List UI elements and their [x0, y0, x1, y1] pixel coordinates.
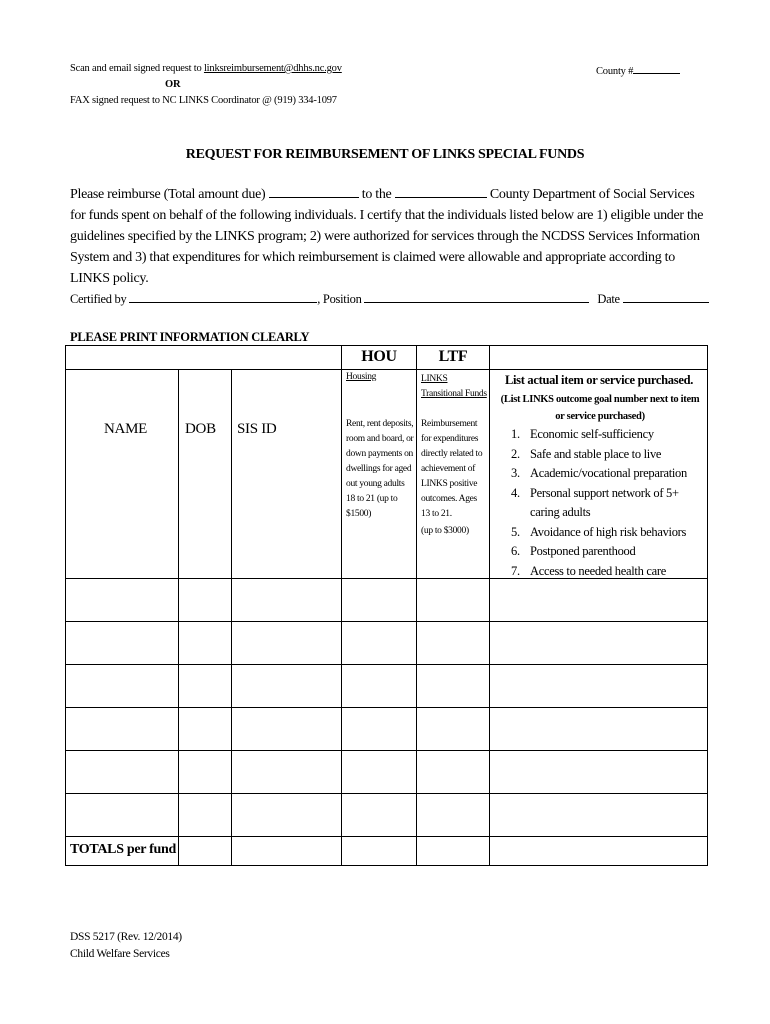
sis-id-column-header: SIS ID	[237, 421, 277, 437]
dob-column-header: DOB	[185, 421, 216, 437]
list-title: List actual item or service purchased.	[504, 373, 694, 387]
paragraph-part2: to the	[358, 187, 395, 202]
amount-blank[interactable]	[269, 185, 359, 198]
outcome-item: 7. Access to needed health care	[511, 563, 666, 578]
county-field	[596, 63, 680, 77]
reimburse-paragraph	[70, 184, 710, 289]
date-label: Date	[597, 292, 623, 306]
position-label: , Position	[317, 292, 365, 306]
housing-description: Rent, rent deposits, room and board, or down payments on dwellings for aged out young adults 18 to 21 (up to $1500)	[346, 419, 414, 519]
date-blank[interactable]	[623, 291, 709, 303]
name-column-header: NAME	[104, 421, 147, 437]
certified-by-label: Certified by	[70, 292, 130, 306]
county-blank[interactable]	[633, 63, 680, 74]
form-number: DSS 5217 (Rev. 12/2014)	[70, 931, 182, 943]
outcome-item: 3. Academic/vocational preparation	[511, 466, 687, 480]
ltf-limit: (up to $3000)	[421, 526, 469, 536]
scan-instruction-text: Scan and email signed request to	[70, 63, 204, 74]
scan-instruction	[70, 63, 342, 74]
outcome-item: 5. Avoidance of high risk behaviors	[511, 524, 687, 539]
outcome-list	[497, 425, 730, 581]
totals-label: TOTALS per fund	[70, 842, 176, 857]
housing-label: Housing	[346, 372, 377, 382]
county-name-blank[interactable]	[395, 185, 487, 198]
certify-line	[70, 291, 709, 307]
ltf-header: LTF	[438, 348, 468, 365]
outcome-item: 4. Personal support network of 5+ caring adults	[511, 485, 679, 519]
fax-instruction: FAX signed request to NC LINKS Coordinator @ (919) 334-1097	[70, 95, 337, 106]
division-name: Child Welfare Services	[70, 948, 170, 960]
hou-header: HOU	[361, 348, 397, 365]
outcome-item: 6. Postponed parenthood	[511, 544, 636, 558]
certified-by-blank[interactable]	[129, 291, 317, 303]
paragraph-part1: Please reimburse (Total amount due)	[70, 187, 269, 202]
print-clearly-label: PLEASE PRINT INFORMATION CLEARLY	[70, 330, 310, 344]
table-row[interactable]	[66, 794, 707, 836]
table-row[interactable]	[66, 665, 707, 707]
county-label: County #	[596, 66, 634, 77]
position-blank[interactable]	[364, 291, 589, 303]
page-title: REQUEST FOR REIMBURSEMENT OF LINKS SPECIAL FUNDS	[185, 147, 585, 162]
outcome-item: 2. Safe and stable place to live	[511, 446, 662, 461]
table-row[interactable]	[66, 708, 707, 750]
table-row[interactable]	[66, 579, 707, 621]
paragraph-part3: County Department of Social Services for funds spent on behalf of the following individuals. I certify that the individuals listed below are 1) eligible under the guidelines specified by the LINKS program; 2) were authorized for services through the NCDSS Services Information System and 3) that expenditures for which reimbursement is claimed were allowable and appropriate according to LINKS policy.	[70, 187, 704, 286]
table-row[interactable]	[66, 751, 707, 793]
list-subtitle: (List LINKS outcome goal number next to item or service purchased)	[500, 394, 700, 422]
table-row[interactable]	[66, 622, 707, 664]
outcome-item: 1. Economic self-sufficiency	[511, 427, 654, 441]
ltf-description: Reimbursement for expenditures directly related to achievement of LINKS positive outcomes. Ages 13 to 21.	[421, 419, 483, 519]
or-label: OR	[165, 79, 181, 90]
ltf-label: LINKS Transitional Funds	[421, 374, 487, 399]
email-link[interactable]: linksreimbursement@dhhs.nc.gov	[203, 63, 342, 74]
